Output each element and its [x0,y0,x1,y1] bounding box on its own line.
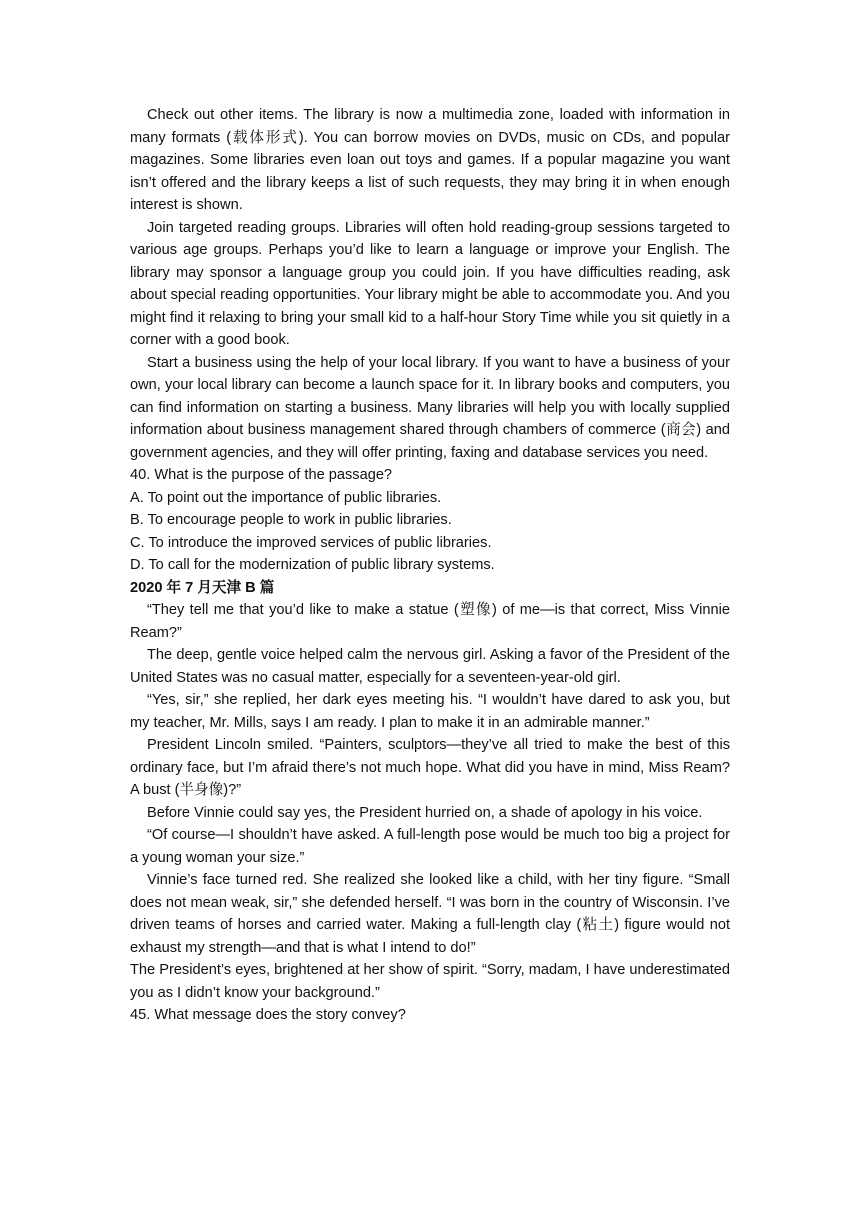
option-c: C. To introduce the improved services of public libraries. [130,534,492,551]
story-paragraph: Before Vinnie could say yes, the President hurried on, a shade of apology in his voice. [147,804,703,821]
paragraph-multimedia: Check out other items. The library is now a multimedia zone, loaded with information in many formats (载体形式). You can borrow movies on DVDs, music on CDs, and popular magazines. Some libraries even loan out toys and games. If a popular magazine you want isn’t offered and the library keeps a list of such requests, they may bring it in when enough interest is shown. [130,107,730,213]
story-paragraph: President Lincoln smiled. “Painters, sculptors—they’ve all tried to make the best of this ordinary face, but I’m afraid there’s not much hope. What did you have in mind, Miss Ream? A bust (半身像)?” [130,737,730,798]
question-40: 40. What is the purpose of the passage? [130,467,393,483]
question-45: 45. What message does the story convey? [130,1007,406,1023]
option-b: B. To encourage people to work in public libraries. [130,512,452,528]
story-paragraph: “Yes, sir,” she replied, her dark eyes meeting his. “I wouldn’t have dared to ask you, but my teacher, Mr. Mills, says I am ready. I plan to make it in an admirable manner.” [130,692,730,731]
story-paragraph-final: The President’s eyes, brightened at her show of spirit. “Sorry, madam, I have underestimated you as I didn’t know your background.” [130,962,730,1001]
story-paragraph: “They tell me that you’d like to make a statue (塑像) of me—is that correct, Miss Vinnie Ream?” [130,602,730,641]
option-a: A. To point out the importance of public libraries. [130,489,442,506]
paragraph-reading-groups: Join targeted reading groups. Libraries will often hold reading-group sessions targeted to various age groups. Perhaps you’d like to learn a language or improve your English. The library may sponsor a language group you could join. If you have difficulties reading, ask about special reading opportunities. Your library might be able to accommodate you. And you might find it relaxing to bring your small kid to a half-hour Story Time while you sit quietly in a corner with a good book. [130,219,730,348]
paragraph-business: Start a business using the help of your local library. If you want to have a business of your own, your local library can become a launch space for it. In library books and computers, you can find information on starting a business. Many libraries will help you with locally supplied information about business management shared through chambers of commerce (商会) and government agencies, and they will offer printing, faxing and database services you need. [130,354,730,461]
option-d: D. To call for the modernization of public library systems. [130,557,495,573]
story-paragraph: The deep, gentle voice helped calm the nervous girl. Asking a favor of the President of the United States was no casual matter, especially for a seventeen-year-old girl. [130,647,730,686]
story-paragraph: “Of course—I shouldn’t have asked. A full-length pose would be much too big a project for a young woman your size.” [130,827,730,866]
story-paragraph: Vinnie’s face turned red. She realized she looked like a child, with her tiny figure. “Small does not mean weak, sir,” she defended herself. “I was born in the country of Wisconsin. I’ve driven teams of horses and carried water. Making a full-length clay (粘土) figure would not exhaust my strength—and that is what I intend to do!” [130,872,730,956]
section-heading: 2020 年 7 月天津 B 篇 [130,579,275,596]
document-page [130,104,730,1027]
